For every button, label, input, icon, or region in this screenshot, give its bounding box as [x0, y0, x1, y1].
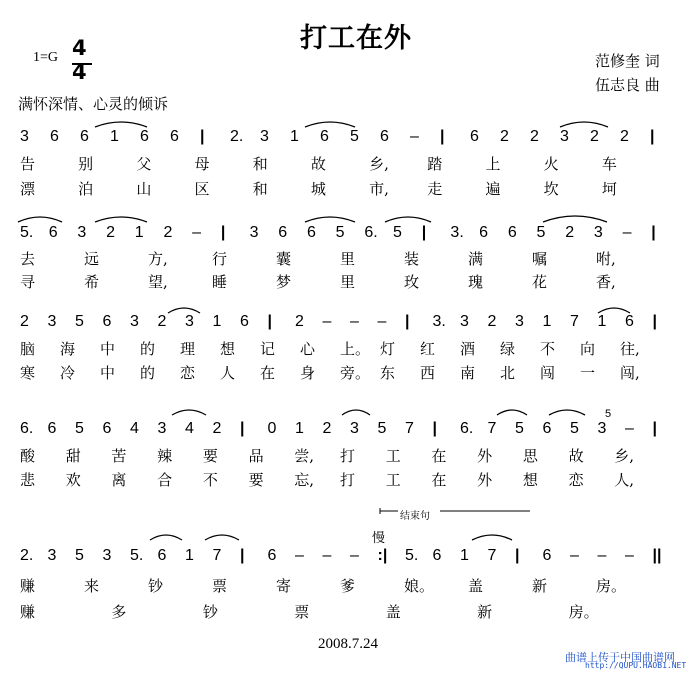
- note: 1: [460, 547, 469, 564]
- lyric-char: 身: [300, 364, 316, 382]
- note: 2: [106, 224, 115, 241]
- lyric-char: 寄: [276, 577, 292, 595]
- slur-group: [18, 122, 630, 540]
- note: –: [597, 547, 607, 564]
- note: 2: [212, 420, 222, 437]
- lyric-char: 玫: [404, 273, 420, 291]
- note: 6: [102, 313, 112, 330]
- ending-label: 结束句: [400, 511, 430, 522]
- lyric-char: 工: [385, 447, 401, 465]
- note: 1: [295, 420, 304, 437]
- lyric-char: 故: [310, 155, 326, 173]
- note: 2: [500, 128, 509, 145]
- slur: [497, 410, 527, 415]
- lyric-char: 不: [202, 471, 218, 489]
- lyric-char: 的: [140, 364, 156, 382]
- lyric-char: 行: [212, 250, 228, 268]
- lyric-char: 苦: [111, 447, 127, 465]
- note: –: [625, 547, 634, 564]
- lyric-char: 满: [468, 250, 484, 268]
- lyric-char: 恋: [180, 364, 196, 382]
- time-signature-denominator: 4: [72, 60, 87, 84]
- lyric-char: 人,: [614, 471, 635, 489]
- note: 6: [625, 313, 634, 330]
- slur: [549, 410, 585, 415]
- note: 3: [47, 547, 57, 564]
- lyric-char: 乡,: [369, 155, 389, 173]
- slur: [342, 410, 370, 415]
- note: 7: [570, 313, 579, 330]
- lyric-char: 心: [300, 340, 316, 358]
- barline: |: [220, 224, 226, 241]
- note: 5: [350, 128, 359, 145]
- note: 6: [140, 128, 149, 145]
- lyric-char: 赚: [20, 603, 36, 621]
- lyric-char: 梦: [276, 273, 292, 291]
- note: –: [192, 224, 202, 241]
- lyric-char: 在: [431, 447, 447, 465]
- note: 5: [377, 420, 387, 437]
- note: 3: [560, 128, 569, 145]
- lyric-char: 北: [500, 364, 516, 382]
- lyric-char: 漂: [20, 180, 36, 198]
- note: 2: [530, 128, 539, 145]
- note: 7: [487, 420, 497, 437]
- note: 3: [77, 224, 87, 241]
- note: 2: [20, 313, 29, 330]
- lyric-char: 爹: [340, 577, 356, 595]
- tempo-mark: 慢: [372, 531, 386, 546]
- barline: |: [650, 128, 655, 145]
- note: 6.: [20, 420, 34, 437]
- lyric-char: 一: [580, 364, 596, 382]
- lyric-char: 忘,: [294, 471, 315, 489]
- lyric-char: 离: [111, 471, 127, 489]
- lyric-char: 寻: [20, 273, 36, 291]
- barline: |: [405, 313, 410, 330]
- note: 1: [542, 313, 552, 330]
- lyric-char: 嘱: [532, 250, 548, 268]
- barline: |: [432, 420, 437, 437]
- lyric-char: 打: [340, 447, 356, 465]
- barline: |: [421, 224, 427, 241]
- note: 7: [487, 547, 497, 564]
- lyric-char: 欢: [65, 471, 81, 489]
- note: –: [322, 547, 332, 564]
- note: 3: [20, 128, 29, 145]
- slur: [172, 410, 206, 415]
- lyric-char: 囊: [276, 250, 292, 268]
- note: 5: [570, 420, 579, 437]
- lyric-char: 在: [260, 364, 276, 382]
- barline: |: [240, 420, 245, 437]
- note: 2: [157, 313, 167, 330]
- note: 5: [75, 420, 84, 437]
- lyricist-credit: 范修奎 词: [595, 52, 660, 70]
- lyric-char: 在: [431, 471, 447, 489]
- note: 6: [47, 420, 57, 437]
- note: 6: [102, 420, 112, 437]
- lyric-char: 红: [420, 340, 436, 358]
- lyric-char: 人: [220, 364, 236, 382]
- note: 5: [515, 420, 524, 437]
- slur: [205, 535, 239, 540]
- note: –: [350, 313, 359, 330]
- note: 6: [479, 224, 489, 241]
- note: 6: [157, 547, 167, 564]
- note: –: [350, 547, 359, 564]
- lyric-char: 去: [20, 250, 36, 268]
- lyric-char: 方,: [148, 250, 168, 268]
- note: 5.: [20, 224, 34, 241]
- note: 3: [157, 420, 167, 437]
- lyric-char: 和: [252, 180, 268, 198]
- barline: |: [515, 547, 520, 564]
- lyric-char: 踏: [427, 155, 443, 173]
- note: 3.: [432, 313, 446, 330]
- note: 6: [542, 420, 552, 437]
- lyric-char: 坷: [601, 180, 617, 198]
- lyric-char: 盖: [385, 603, 401, 621]
- lyric-char: 瑰: [468, 273, 484, 291]
- note: 6: [542, 547, 552, 564]
- song-title: 打工在外: [300, 23, 412, 54]
- lyric-char: 睡: [212, 273, 228, 291]
- note: 4: [130, 420, 139, 437]
- lyric-char: 合: [157, 471, 173, 489]
- lyric-char: 母: [194, 155, 210, 173]
- note: 6: [278, 224, 288, 241]
- lyric-char: 装: [404, 250, 420, 268]
- lyric-char: 票: [212, 577, 228, 595]
- note: 2.: [230, 128, 244, 145]
- note: 2.: [20, 547, 34, 564]
- note: 3: [260, 128, 269, 145]
- lyric-char: 房。: [596, 577, 627, 595]
- note: –: [322, 313, 332, 330]
- lyric-char: 外: [477, 471, 493, 489]
- lyric-char: 寒: [20, 364, 36, 382]
- note: 1: [290, 128, 299, 145]
- barline: |: [652, 313, 657, 330]
- lyric-char: 别: [78, 155, 94, 173]
- note: 3: [597, 420, 607, 437]
- note: 3: [593, 224, 603, 241]
- lyric-char: 不: [540, 340, 556, 358]
- lyric-char: 闯: [540, 364, 556, 382]
- lyric-char: 和: [252, 155, 268, 173]
- slur: [150, 535, 182, 540]
- lyric-char: 冷: [60, 364, 76, 382]
- barline: |: [652, 420, 657, 437]
- note: 3: [185, 313, 194, 330]
- grace-note: 5: [605, 408, 612, 420]
- lyric-char: 香,: [596, 273, 616, 291]
- lyric-char: 里: [340, 250, 356, 268]
- lyric-char: 里: [340, 273, 356, 291]
- note: 2: [487, 313, 497, 330]
- watermark-url: http://QUPU.HAOB1.NET: [585, 661, 687, 670]
- lyric-char: 咐,: [596, 250, 616, 268]
- note: 1: [212, 313, 222, 330]
- note: –: [377, 313, 387, 330]
- lyric-char: 的: [140, 340, 156, 358]
- lyric-char: 理: [180, 340, 196, 358]
- lyric-char: 泊: [78, 180, 94, 198]
- lyric-char: 山: [136, 180, 152, 198]
- lyric-char: 车: [601, 155, 617, 173]
- lyric-char: 酸: [20, 447, 36, 465]
- note: 6: [470, 128, 479, 145]
- note: 5: [335, 224, 345, 241]
- note: 5: [536, 224, 546, 241]
- note: 2: [590, 128, 599, 145]
- note: 3.: [450, 224, 464, 241]
- lyric-char: 要: [202, 447, 218, 465]
- lyric-char: 市,: [369, 180, 389, 198]
- barline: |: [200, 128, 205, 145]
- lyric-char: 希: [84, 273, 100, 291]
- time-signature-numerator: 4: [72, 36, 87, 60]
- lyric-char: 走: [427, 180, 443, 198]
- key-signature: 1=G: [33, 50, 59, 65]
- lyric-char: 故: [568, 447, 584, 465]
- note: 7: [405, 420, 414, 437]
- lyric-char: 房。: [568, 603, 599, 621]
- slur: [305, 217, 355, 222]
- note: 6: [170, 128, 179, 145]
- note: 2: [322, 420, 332, 437]
- note: 3: [102, 547, 112, 564]
- note: 5: [75, 313, 84, 330]
- note: 5: [75, 547, 84, 564]
- note: 6: [48, 224, 58, 241]
- watermark-text: 曲谱上传于中国曲谱网: [565, 651, 675, 664]
- note: 3: [130, 313, 139, 330]
- note: 6: [380, 128, 389, 145]
- lyric-char: 城: [310, 180, 326, 198]
- lyric-char: 闯,: [620, 364, 640, 382]
- lyric-char: 要: [248, 471, 264, 489]
- slur: [305, 122, 355, 127]
- lyric-char: 区: [194, 180, 210, 198]
- ending-bracket: [380, 508, 530, 514]
- note: 6: [306, 224, 316, 241]
- lyric-char: 酒: [460, 340, 476, 358]
- lyric-char: 打: [340, 471, 356, 489]
- note: –: [410, 128, 419, 145]
- note: 2: [295, 313, 304, 330]
- barline: |: [440, 128, 445, 145]
- note: 6.: [364, 224, 378, 241]
- lyric-char: 中: [100, 340, 116, 358]
- lyric-char: 往,: [620, 340, 640, 358]
- note: 0: [267, 420, 277, 437]
- note: –: [570, 547, 579, 564]
- barline: :|: [377, 547, 388, 564]
- lyric-char: 思: [522, 447, 538, 465]
- lyric-char: 坎: [543, 180, 559, 198]
- note: –: [295, 547, 304, 564]
- lyric-char: 想: [522, 471, 538, 489]
- lyric-char: 乡,: [614, 447, 635, 465]
- barline: ||: [652, 547, 662, 564]
- barline: |: [651, 224, 656, 241]
- note: 3: [460, 313, 469, 330]
- lyric-char: 钞: [148, 577, 164, 595]
- note: 1: [597, 313, 607, 330]
- slur: [560, 122, 608, 127]
- barline: |: [267, 313, 272, 330]
- lyric-char: 父: [136, 155, 152, 173]
- note: 6.: [460, 420, 474, 437]
- slur: [472, 535, 512, 540]
- note: 3: [47, 313, 57, 330]
- slur: [543, 216, 607, 222]
- lyric-char: 花: [532, 273, 548, 291]
- slur: [95, 122, 147, 127]
- lyric-char: 赚: [20, 577, 36, 595]
- lyric-char: 东: [380, 364, 396, 382]
- lyric-char: 恋: [568, 471, 584, 489]
- expression-mark: 满怀深情、心灵的倾诉: [18, 95, 169, 113]
- lyric-char: 甜: [65, 447, 81, 465]
- lyric-char: 灯: [380, 340, 396, 358]
- note: 6: [50, 128, 59, 145]
- note: 1: [185, 547, 194, 564]
- lyric-char: 钞: [202, 603, 218, 621]
- note: 3: [515, 313, 524, 330]
- lyric-char: 上: [485, 155, 501, 173]
- lyric-char: 远: [84, 250, 100, 268]
- note: 2: [163, 224, 173, 241]
- lyric-char: 新: [477, 603, 493, 621]
- lyric-char: 旁。: [340, 364, 371, 382]
- note: 1: [110, 128, 119, 145]
- note: 7: [212, 547, 222, 564]
- lyric-char: 西: [420, 364, 436, 382]
- slur: [18, 217, 62, 222]
- lyric-char: 记: [260, 340, 276, 358]
- lyric-char: 多: [111, 603, 127, 621]
- note: 6: [80, 128, 89, 145]
- note: 6: [267, 547, 277, 564]
- slur: [95, 217, 147, 222]
- note: –: [625, 420, 634, 437]
- lyric-char: 上。: [340, 340, 371, 358]
- lyric-char: 脑: [20, 340, 36, 358]
- slur: [385, 217, 431, 222]
- note: 3: [350, 420, 359, 437]
- lyric-char: 娘。: [404, 577, 435, 595]
- lyric-char: 悲: [20, 471, 36, 489]
- lyric-char: 遍: [485, 180, 501, 198]
- note: –: [622, 224, 632, 241]
- lyric-char: 南: [460, 364, 476, 382]
- lyric-char: 望,: [148, 273, 168, 291]
- lyric-char: 中: [100, 364, 116, 382]
- lyric-char: 告: [20, 155, 36, 173]
- composer-credit: 伍志良 曲: [595, 76, 660, 94]
- lyric-char: 火: [543, 155, 559, 173]
- lyric-char: 品: [248, 447, 264, 465]
- lyric-char: 绿: [500, 340, 516, 358]
- note: 3: [249, 224, 259, 241]
- note: 4: [185, 420, 194, 437]
- lyric-char: 盖: [468, 577, 484, 595]
- note: 5.: [405, 547, 419, 564]
- lyric-char: 想: [220, 340, 236, 358]
- note: 1: [134, 224, 144, 241]
- note: 2: [620, 128, 629, 145]
- lyric-char: 向: [580, 340, 596, 358]
- lyric-char: 外: [477, 447, 493, 465]
- date-stamp: 2008.7.24: [318, 636, 378, 652]
- lyric-char: 海: [60, 340, 76, 358]
- lyric-char: 来: [84, 577, 100, 595]
- barline: |: [240, 547, 245, 564]
- note: 2: [565, 224, 575, 241]
- lyric-char: 新: [532, 577, 548, 595]
- note: 6: [240, 313, 249, 330]
- note: 6: [507, 224, 517, 241]
- slur: [168, 308, 200, 313]
- note: 5: [393, 224, 402, 241]
- note: 6: [432, 547, 442, 564]
- note: 6: [320, 128, 329, 145]
- lyric-char: 辣: [157, 447, 173, 465]
- lyric-char: 尝,: [294, 447, 315, 465]
- lyric-char: 工: [385, 471, 401, 489]
- lyric-char: 票: [294, 603, 310, 621]
- note: 5.: [130, 547, 144, 564]
- slur: [598, 308, 630, 313]
